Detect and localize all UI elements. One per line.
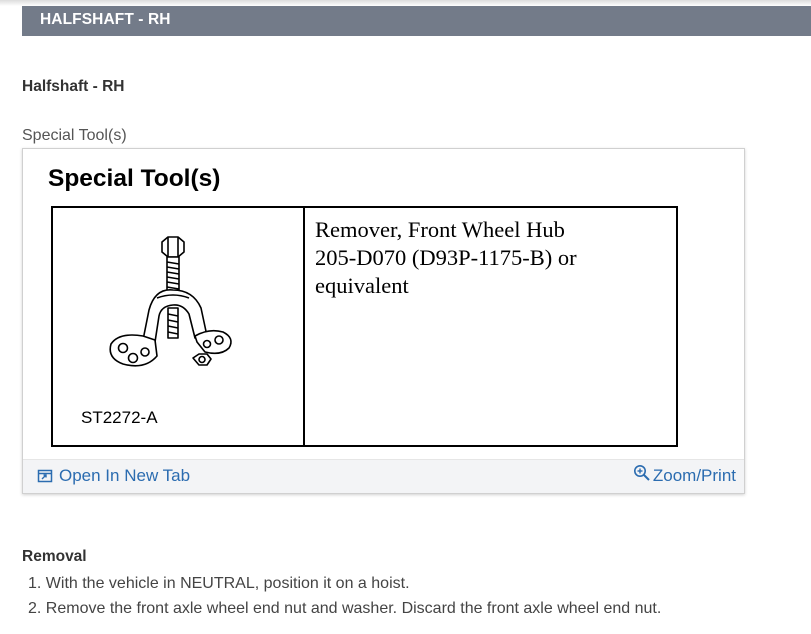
special-tool-table [51,206,678,447]
figure-footer [23,459,744,493]
figure-caption: Special Tool(s) [22,127,127,144]
hub-remover-tool-illustration [97,232,247,382]
list-item: 2. Remove the front axle wheel end nut and washer. Discard the front axle wheel end nut. [28,600,662,617]
tool-description-line: Remover, Front Wheel Hub [315,217,565,242]
open-in-new-tab-link[interactable] [37,466,190,486]
removal-steps-list [28,571,661,621]
tool-description-line: 205-D070 (D93P-1175-B) or [315,245,577,270]
page-header-title: HALFSHAFT - RH [40,11,171,28]
tool-description-line: equivalent [315,273,409,298]
list-item: 1. With the vehicle in NEUTRAL, position it on a hoist. [28,575,410,592]
zoom-in-icon [633,464,651,482]
open-in-new-tab-icon [37,468,53,484]
tool-code: ST2272-A [81,408,158,427]
page-header [22,6,811,36]
zoom-print-link[interactable] [633,466,736,486]
tool-description [305,208,676,445]
section-title: Halfshaft - RH [22,78,125,95]
figure-heading: Special Tool(s) [48,165,221,192]
open-in-new-tab-label: Open In New Tab [59,466,191,485]
special-tools-figure [22,148,745,494]
zoom-print-label: Zoom/Print [652,466,736,485]
tool-image-cell [53,208,305,445]
removal-heading: Removal [22,548,87,565]
